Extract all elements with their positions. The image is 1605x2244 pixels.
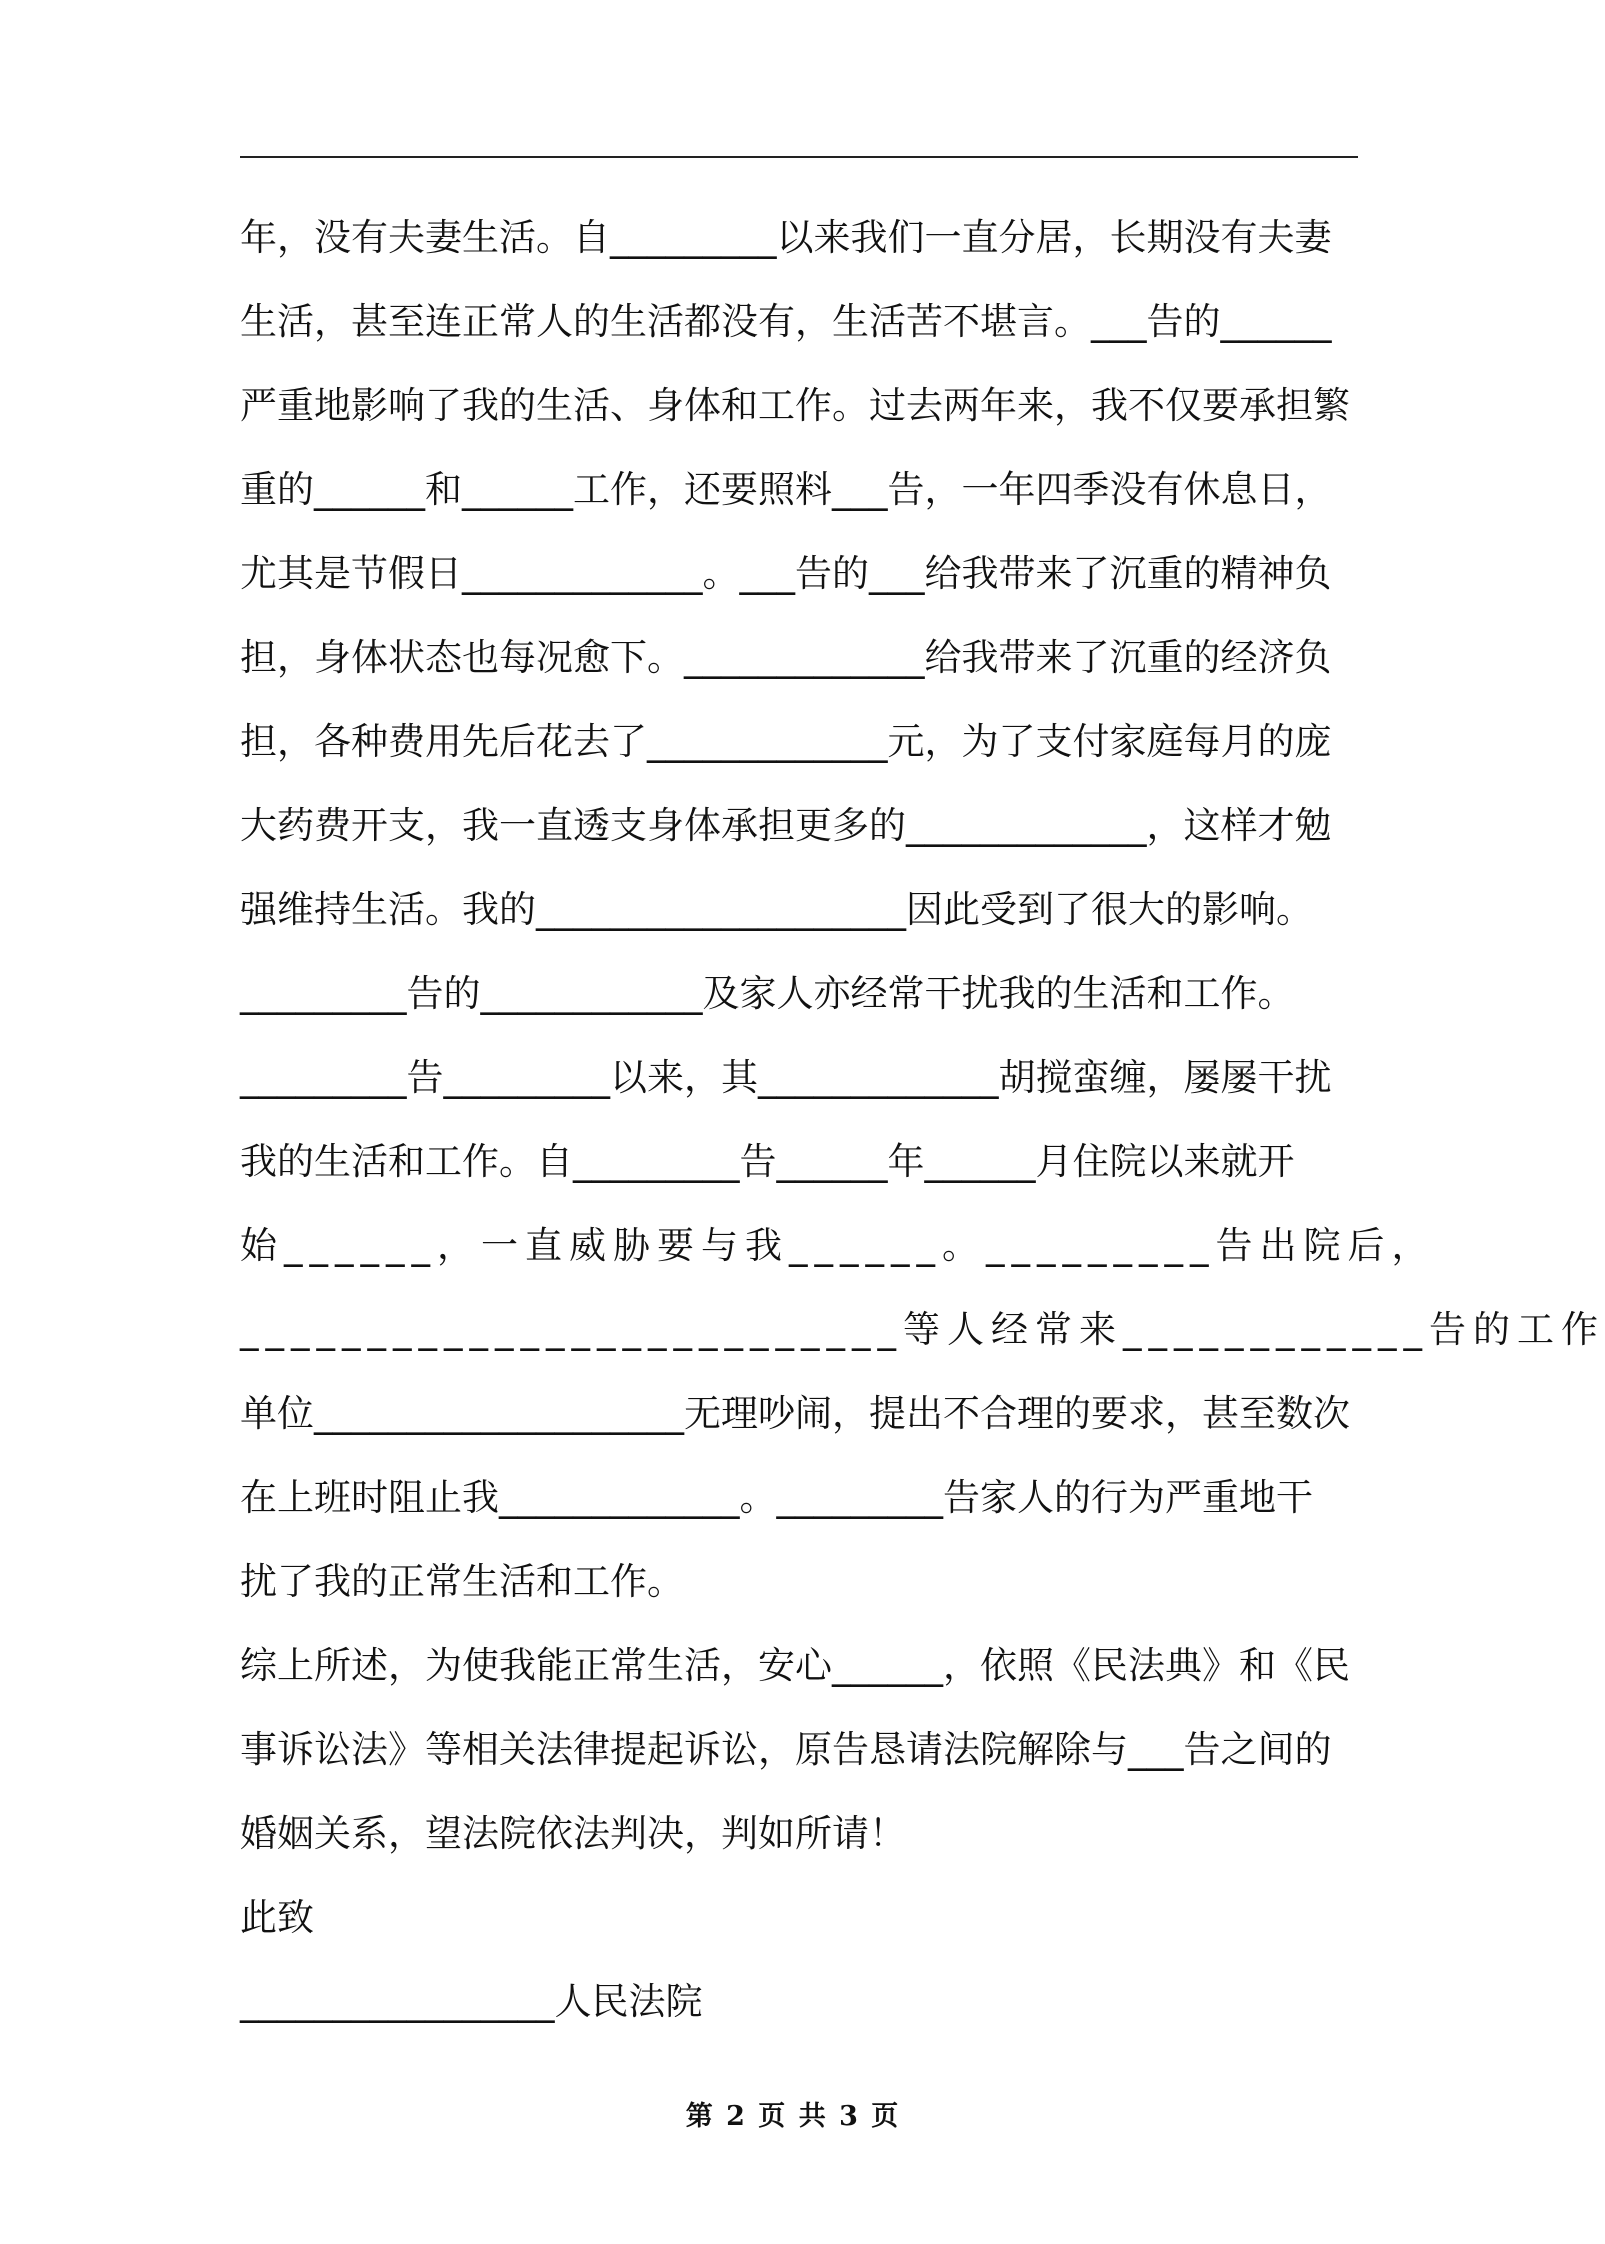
text-line: _________告的____________及家人亦经常干扰我的生活和工作。 bbox=[240, 972, 1295, 1015]
text-line: 单位____________________无理吵闹，提出不合理的要求，甚至数次 bbox=[240, 1392, 1350, 1435]
text-line: 严重地影响了我的生活、身体和工作。过去两年来，我不仅要承担繁 bbox=[240, 384, 1350, 427]
closing-salutation: 此致 bbox=[240, 1896, 314, 1939]
text-line: 我的生活和工作。自_________告______年______月住院以来就开 bbox=[240, 1140, 1295, 1183]
court-addressee: _________________人民法院 bbox=[240, 1980, 703, 2023]
text-line: 事诉讼法》等相关法律提起诉讼，原告恳请法院解除与___告之间的 bbox=[240, 1728, 1332, 1771]
text-line: 生活，甚至连正常人的生活都没有，生活苦不堪言。___告的______ bbox=[240, 300, 1332, 343]
text-line: 在上班时阻止我_____________。_________告家人的行为严重地干 bbox=[240, 1476, 1313, 1519]
text-line: 重的______和______工作，还要照料___告，一年四季没有休息日， bbox=[240, 468, 1332, 511]
text-line: 担，各种费用先后花去了_____________元，为了支付家庭每月的庞 bbox=[240, 720, 1332, 763]
page-number: 第 2 页 共 3 页 bbox=[685, 2101, 901, 2132]
text-line: 年，没有夫妻生活。自_________以来我们一直分居，长期没有夫妻 bbox=[240, 216, 1332, 259]
text-line: 担，身体状态也每况愈下。_____________给我带来了沉重的经济负 bbox=[240, 636, 1332, 679]
text-line: 扰了我的正常生活和工作。 bbox=[240, 1560, 684, 1603]
document-body bbox=[240, 196, 1605, 2044]
header-rule bbox=[240, 156, 1358, 158]
text-line: 大药费开支，我一直透支身体承担更多的_____________，这样才勉 bbox=[240, 804, 1332, 847]
text-line: 始______，一直威胁要与我______。_________告出院后， bbox=[240, 1224, 1436, 1267]
text-line: 尤其是节假日_____________。___告的___给我带来了沉重的精神负 bbox=[240, 552, 1332, 595]
text-line: __________________________等人经常来____________告的工作 bbox=[240, 1308, 1605, 1351]
text-line: 强维持生活。我的____________________因此受到了很大的影响。 bbox=[240, 888, 1313, 931]
text-line: 综上所述，为使我能正常生活，安心______，依照《民法典》和《民 bbox=[240, 1644, 1350, 1687]
text-line: 婚姻关系，望法院依法判决，判如所请！ bbox=[240, 1812, 906, 1855]
text-line: _________告_________以来，其_____________胡搅蛮缠，屡屡干扰 bbox=[240, 1056, 1332, 1099]
